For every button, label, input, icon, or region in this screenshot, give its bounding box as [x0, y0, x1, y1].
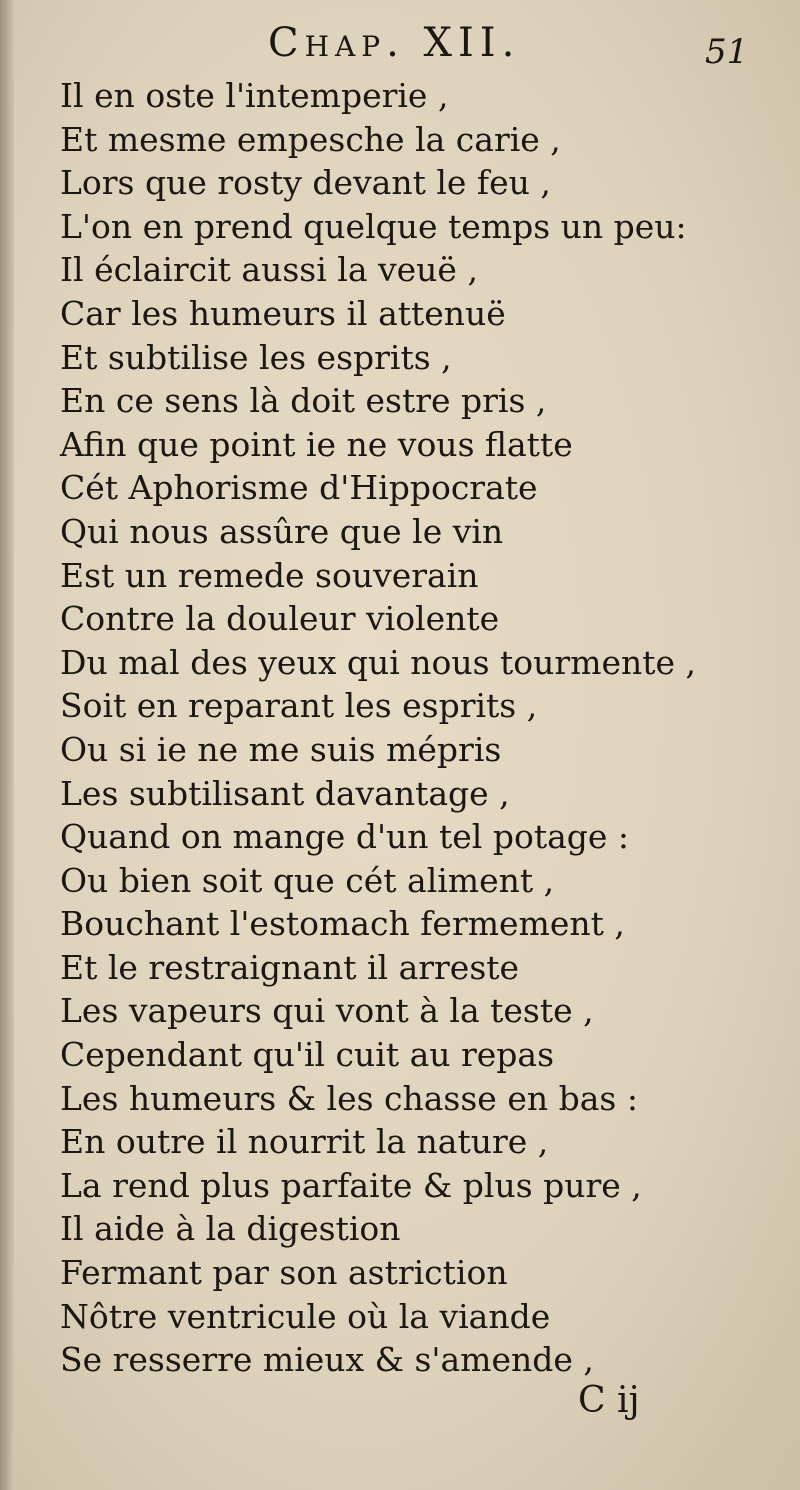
verse-line: Quand on mange d'un tel potage : [60, 817, 630, 857]
verse-line: Soit en reparant les esprits , [60, 686, 538, 726]
verse-line: Se resserre mieux & s'amende , [60, 1340, 594, 1380]
verse-line: Les subtilisant davantage , [60, 773, 510, 813]
verse-line: Ou bien soit que cét aliment , [60, 860, 555, 900]
verse-line: Et subtilise les esprits , [60, 337, 452, 377]
verse-line: Qui nous assûre que le vin [60, 511, 504, 551]
verse-line: Il éclaircit aussi la veuë , [60, 250, 478, 290]
verse-line: Les vapeurs qui vont à la teste , [60, 991, 594, 1031]
verse-line: Cét Aphorisme d'Hippocrate [60, 468, 538, 508]
verse-line: Bouchant l'estomach fermement , [60, 904, 625, 944]
verse-line: Les humeurs & les chasse en bas : [60, 1078, 638, 1118]
verse-line: Ou si ie ne me suis mépris [60, 729, 502, 769]
verse-line: Et le restraignant il arreste [60, 947, 520, 987]
verse-line: Et mesme empesche la carie , [60, 119, 561, 159]
verse-line: Car les humeurs il attenuë [60, 293, 506, 333]
verse-line: Contre la douleur violente [60, 599, 500, 639]
running-head: Chap. XII. [268, 20, 521, 66]
verse-line: Du mal des yeux qui nous tourmente , [60, 642, 697, 682]
signature-mark: C ij [578, 1380, 640, 1421]
verse-line: En ce sens là doit estre pris , [60, 381, 547, 421]
verse-line: Nôtre ventricule où la viande [60, 1296, 551, 1336]
verse-line: Est un remede souverain [60, 555, 479, 595]
verse-line: L'on en prend quelque temps un peu: [60, 206, 687, 246]
verse-line: Afin que point ie ne vous flatte [60, 424, 573, 464]
verse-line: Cependant qu'il cuit au repas [60, 1035, 555, 1075]
verse-block [60, 74, 760, 1382]
verse-line: Il aide à la digestion [60, 1209, 401, 1249]
verse-line: Lors que rosty devant le feu , [60, 163, 551, 203]
verse-line: En outre il nourrit la nature , [60, 1122, 549, 1162]
verse-line: Fermant par son astriction [60, 1253, 508, 1293]
page-gutter [0, 0, 14, 1490]
verse-line: La rend plus parfaite & plus pure , [60, 1165, 642, 1205]
verse-line: Il en oste l'intemperie , [60, 76, 449, 115]
page-number: 51 [705, 32, 749, 72]
